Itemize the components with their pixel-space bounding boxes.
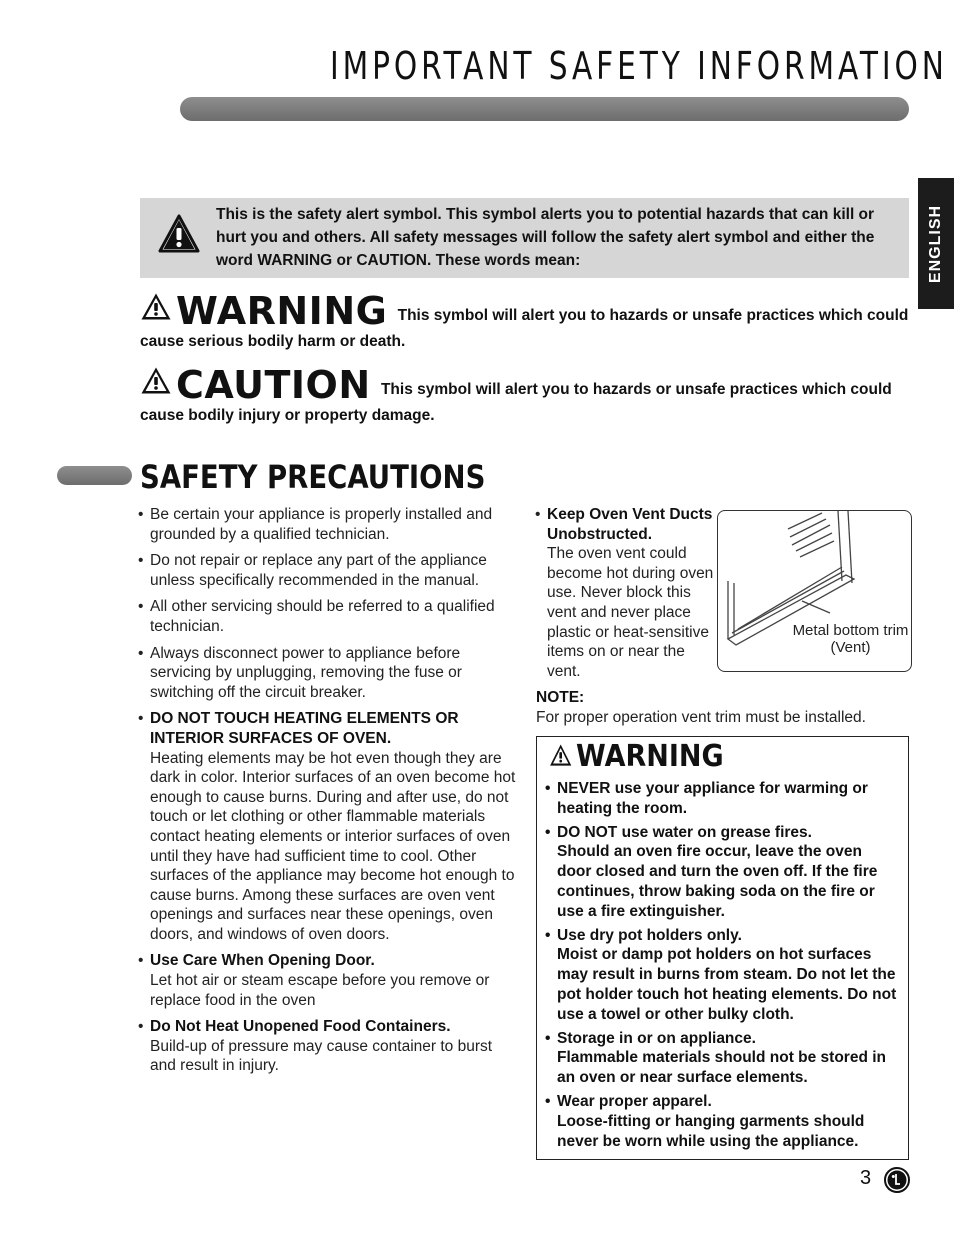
caution-triangle-icon <box>140 366 172 395</box>
list-item: • Always disconnect power to appliance before servicing by unplugging, removing the fuse or switching off the circuit breaker. <box>138 644 518 703</box>
warning-box <box>536 736 909 1160</box>
list-item-heading: DO NOT TOUCH HEATING ELEMENTS OR INTERIOR SURFACES OF OVEN. <box>150 710 459 747</box>
list-item: • Wear proper apparel. Loose-fitting or hanging garments should never be worn while using the appliance. <box>545 1092 900 1151</box>
list-item-text: Loose-fitting or hanging garments should never be worn while using the appliance. <box>557 1112 865 1150</box>
language-tab <box>918 178 954 309</box>
list-item: • Do Not Heat Unopened Food Containers. Build-up of pressure may cause container to burst and result in injury. <box>138 1017 518 1076</box>
list-item-text: Should an oven fire occur, leave the oven door closed and turn the oven off. If the fire continues, throw baking soda on the fire or use a fire extinguisher. <box>557 843 878 920</box>
figure-caption: Metal bottom trim (Vent) <box>792 622 909 656</box>
warning-signal-definition <box>140 289 910 354</box>
list-item: • Be certain your appliance is properly installed and grounded by a qualified technician. <box>138 505 518 544</box>
warning-triangle-icon <box>549 743 572 767</box>
caution-signal-definition <box>140 363 910 428</box>
list-item: • Use dry pot holders only. Moist or damp pot holders on hot surfaces may result in burns from steam. Do not let the pot holder touch hot heating elements. Do not use a towel or other bulky cloth. <box>545 926 900 1025</box>
list-item-text: Let hot air or steam escape before you remove or replace food in the oven <box>150 972 490 1009</box>
list-item-heading: Wear proper apparel. <box>557 1092 712 1110</box>
list-item: • Do not repair or replace any part of the appliance unless specifically recommended in the manual. <box>138 551 518 590</box>
list-item-text: Build-up of pressure may cause container to burst and result in injury. <box>150 1037 493 1075</box>
warning-triangle-icon <box>140 292 172 321</box>
warning-signal-word: WARNING <box>176 289 388 333</box>
language-tab-label: ENGLISH <box>927 204 944 283</box>
note-label: NOTE: <box>536 689 585 706</box>
vent-precaution <box>535 505 715 688</box>
page-number: 3 <box>860 1167 872 1189</box>
list-item-heading: Do Not Heat Unopened Food Containers. <box>150 1018 451 1036</box>
list-item-text: Do not repair or replace any part of the appliance unless specifically recommended in the manual. <box>150 552 487 589</box>
warning-box-header <box>549 739 724 775</box>
page-title: IMPORTANT SAFETY INFORMATION <box>330 44 948 88</box>
list-item: • All other servicing should be referred to a qualified technician. <box>138 597 518 636</box>
warning-signal-text: This symbol will alert you to hazards or unsafe practices which could cause serious bodily harm or death. <box>140 307 909 350</box>
warning-list <box>545 779 900 1155</box>
list-item-heading: Storage in or on appliance. <box>557 1029 756 1047</box>
list-item: • Use Care When Opening Door. Let hot air or steam escape before you remove or replace food in the oven <box>138 951 518 1010</box>
list-item: • NEVER use your appliance for warming or heating the room. <box>545 779 900 819</box>
safety-alert-description: This is the safety alert symbol. This symbol alerts you to potential hazards that can kill or hurt you and others. All safety messages will follow the safety alert symbol and either the word WARNING or CAUTION. These words mean: <box>216 206 875 269</box>
list-item: • DO NOT TOUCH HEATING ELEMENTS OR INTERIOR SURFACES OF OVEN. Heating elements may be hot even though they are dark in color. Interior surfaces of an oven become hot enough to cause burns. During and after use, do not touch or let clothing or other flammable materials contact heating elements or interior surfaces of oven until they have had sufficient time to cool. Other surfaces of the appliance may become hot enough to cause burns. Among these surfaces are oven vent openings and surfaces near these openings, oven doors, and windows of oven doors. <box>138 709 518 944</box>
list-item-text: Flammable materials should not be stored in an oven or near surface elements. <box>557 1049 887 1087</box>
precautions-list <box>138 505 518 1083</box>
list-item-text: Be certain your appliance is properly installed and grounded by a qualified technician. <box>150 506 493 543</box>
list-item-heading: Use Care When Opening Door. <box>150 952 375 970</box>
warning-box-title: WARNING <box>576 739 724 774</box>
list-item: • Keep Oven Vent Ducts Unobstructed. The oven vent could become hot during oven use. Never block this vent and never place plastic or heat-sensitive items on or near the vent. <box>535 506 714 680</box>
lg-logo-icon <box>884 1167 910 1193</box>
section-pill-decoration <box>57 466 132 485</box>
list-item-text: Moist or damp pot holders on hot surfaces may result in burns from steam. Do not let the pot holder touch hot heating elements. Do not use a towel or other bulky cloth. <box>557 946 897 1023</box>
safety-alert-triangle-icon <box>158 214 200 254</box>
list-item-heading: Use dry pot holders only. <box>557 926 742 944</box>
caution-signal-word: CAUTION <box>176 363 371 407</box>
list-item-heading: DO NOT use water on grease fires. <box>557 823 812 841</box>
list-item: • DO NOT use water on grease fires. Should an oven fire occur, leave the oven door closed and turn the oven off. If the fire continues, throw baking soda on the fire or use a fire extinguisher. <box>545 823 900 922</box>
safety-alert-box <box>140 198 909 278</box>
list-item: • Storage in or on appliance. Flammable materials should not be stored in an oven or near surface elements. <box>545 1029 900 1088</box>
list-item-heading: NEVER use your appliance for warming or heating the room. <box>557 780 868 817</box>
note-block <box>536 688 916 728</box>
list-item-heading: Keep Oven Vent Ducts Unobstructed. <box>547 506 713 543</box>
note-text: For proper operation vent trim must be installed. <box>536 709 866 726</box>
caution-signal-text: This symbol will alert you to hazards or unsafe practices which could cause bodily injury or property damage. <box>140 381 892 424</box>
list-item-text: All other servicing should be referred to a qualified technician. <box>150 598 495 635</box>
list-item-text: Always disconnect power to appliance before servicing by unplugging, removing the fuse or switching off the circuit breaker. <box>150 644 462 701</box>
section-title: SAFETY PRECAUTIONS <box>140 458 486 496</box>
list-item-text: Heating elements may be hot even though they are dark in color. Interior surfaces of an oven become hot enough to cause burns. During and after use, do not touch or let clothing or other flammable materials contact heating elements or interior surfaces of oven until they have had sufficient time to cool. Other surfaces of the appliance may become hot enough to cause burns. Among these surfaces are oven vent openings and surfaces near these openings, oven doors, and windows of oven doors. <box>150 749 516 943</box>
list-item-text: The oven vent could become hot during oven use. Never block this vent and never place plastic or heat-sensitive items on or near the vent. <box>547 545 714 680</box>
vent-trim-illustration <box>717 510 912 672</box>
title-bar-decoration <box>180 97 909 121</box>
